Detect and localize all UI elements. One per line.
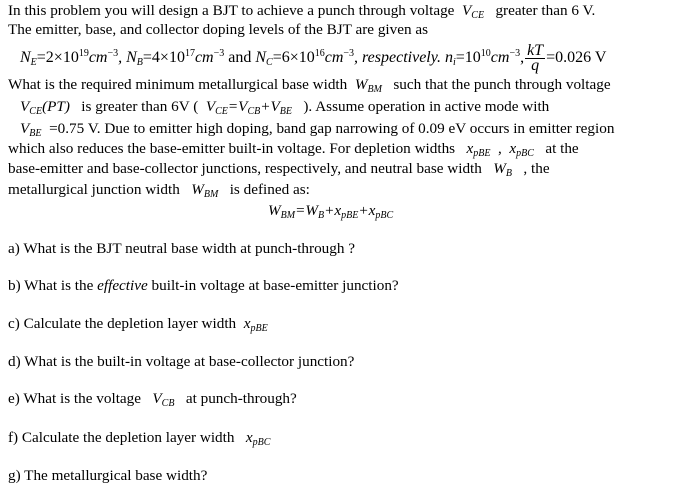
- question-text: f) Calculate the depletion layer width: [8, 429, 235, 446]
- math-exp: 10: [480, 48, 491, 60]
- question-c: [8, 315, 268, 333]
- math-resp: , respectively. n: [354, 49, 453, 67]
- math-sub: CE: [215, 106, 228, 117]
- math-val: =10: [455, 49, 481, 67]
- math-plus: +x: [358, 202, 376, 219]
- math-sub: pBE: [341, 210, 359, 221]
- question-text: c) Calculate the depletion layer width: [8, 315, 237, 332]
- math-v: V: [20, 98, 30, 115]
- math-nc: N: [255, 49, 267, 67]
- math-x: x: [466, 140, 474, 157]
- body-text: What is the required minimum metallurgical base width: [8, 76, 348, 93]
- math-w: W: [354, 76, 368, 93]
- kt-over-q-fraction: [525, 44, 545, 73]
- math-sub: CE: [29, 106, 43, 117]
- math-sub: E: [30, 57, 37, 69]
- math-exp: −3: [509, 48, 521, 60]
- math-val: =4×10: [142, 49, 185, 67]
- frac-num: kT: [527, 42, 544, 59]
- question-e: [8, 390, 297, 408]
- question-text: built-in voltage at base-emitter junction?: [147, 277, 399, 294]
- body-text: metallurgical junction width: [8, 181, 180, 198]
- math-sub: B: [505, 168, 513, 179]
- math-sub: BE: [279, 106, 292, 117]
- body-text: is defined as:: [229, 181, 310, 198]
- math-x: x: [509, 140, 517, 157]
- body-text: is greater than 6V (: [81, 98, 199, 115]
- question-text: b) What is the: [8, 277, 98, 294]
- math-v: V: [152, 390, 162, 407]
- math-sub: B: [136, 57, 143, 69]
- math-sub: pBE: [250, 323, 268, 334]
- question-text: g) The metallurgical base width?: [8, 467, 208, 484]
- body-text: base-emitter and base-collector junctions, respectively, and neutral base width: [8, 160, 482, 177]
- math-v: V: [462, 2, 472, 19]
- question-text: d) What is the built-in voltage at base-collector junction?: [8, 353, 355, 370]
- math-exp: −3: [107, 48, 119, 60]
- math-sub: CB: [247, 106, 261, 117]
- math-exp: −3: [213, 48, 225, 60]
- doping-equation: $N_E=2\times 10^{19}cm^{-3}$, $N_B=4\times 10^{17}cm^{-3}$ and $N_C=6\times 10^{16}cm^{-3}$, respectively. $n_i=10^{10}cm^{-3}$, $\frac{kT}{q}$ =0.026 V: [20, 42, 607, 74]
- math-w: W: [268, 202, 281, 219]
- question-text: a) What is the BJT neutral base width at punch-through ?: [8, 240, 355, 257]
- body-text: =0.75 V. Due to emitter high doping, band gap narrowing of 0.09 eV occurs in emitter region: [49, 120, 615, 137]
- body-text: ). Assume operation in active mode with: [303, 98, 550, 115]
- math-sub: i: [452, 57, 456, 69]
- intro-text-end: greater than 6 V.: [495, 2, 596, 19]
- intro-text-2: The emitter, base, and collector doping levels of the BJT are given as: [8, 21, 429, 38]
- body-line-1: [8, 76, 611, 94]
- body-text: such that the punch through voltage: [393, 76, 611, 93]
- math-sub: BM: [367, 84, 382, 95]
- body-line-3: [20, 120, 614, 138]
- math-sub: pBC: [252, 437, 271, 448]
- math-val: =6×10: [272, 49, 315, 67]
- math-sub: BM: [203, 189, 219, 200]
- math-plus: +V: [260, 98, 280, 115]
- math-sub: BM: [280, 210, 296, 221]
- frac-den: q: [531, 57, 540, 74]
- intro-text: In this problem you will design a BJT to achieve a punch through voltage: [8, 2, 455, 19]
- question-b: [8, 277, 399, 295]
- math-x: x: [243, 315, 251, 332]
- body-line-4: [8, 140, 579, 158]
- math-unit: cm: [324, 49, 344, 67]
- math-sub: CB: [161, 398, 175, 409]
- math-exp: 17: [184, 48, 195, 60]
- math-v: V: [205, 98, 216, 115]
- math-w: W: [493, 160, 506, 177]
- math-exp: −3: [343, 48, 355, 60]
- width-equation: [268, 202, 393, 220]
- math-sub: pBE: [473, 148, 491, 159]
- body-text: which also reduces the base-emitter built-in voltage. For depletion widths: [8, 140, 456, 157]
- math-x: x: [245, 429, 253, 446]
- question-g: [8, 467, 207, 485]
- math-and: and: [224, 49, 256, 67]
- math-eq: =W: [295, 202, 319, 219]
- math-val: =0.026 V: [546, 49, 607, 67]
- question-text: at punch-through?: [185, 390, 297, 407]
- body-text: at the: [545, 140, 579, 157]
- body-line-5: [8, 160, 550, 178]
- math-nb: , N: [118, 49, 137, 67]
- math-sub: C: [266, 57, 273, 69]
- question-emphasis: effective: [97, 277, 148, 294]
- math-sub: pBC: [375, 210, 394, 221]
- math-unit: cm: [88, 49, 108, 67]
- math-eq: =V: [227, 98, 248, 115]
- question-f: [8, 429, 270, 447]
- math-sub: BE: [29, 128, 42, 139]
- math-exp: 19: [78, 48, 89, 60]
- question-text: e) What is the voltage: [8, 390, 141, 407]
- body-text: , the: [523, 160, 550, 177]
- math-unit: cm: [490, 49, 510, 67]
- math-exp: 16: [314, 48, 325, 60]
- math-ne: N: [20, 49, 31, 67]
- math-v: V: [20, 120, 30, 137]
- question-d: [8, 353, 354, 371]
- intro-line-1: [8, 2, 595, 20]
- intro-line-2: [8, 21, 428, 39]
- math-val: =2×10: [36, 49, 79, 67]
- math-sub: pBC: [516, 148, 534, 159]
- body-line-2: [20, 98, 549, 116]
- math-sub: B: [318, 210, 325, 221]
- question-a: [8, 240, 355, 258]
- math-sub: CE: [471, 10, 485, 21]
- math-pt: (PT): [42, 98, 70, 115]
- math-plus: +x: [324, 202, 342, 219]
- math-unit: cm: [194, 49, 214, 67]
- comma: ,: [498, 140, 502, 157]
- math-w: W: [191, 181, 204, 198]
- body-line-6: [8, 181, 310, 199]
